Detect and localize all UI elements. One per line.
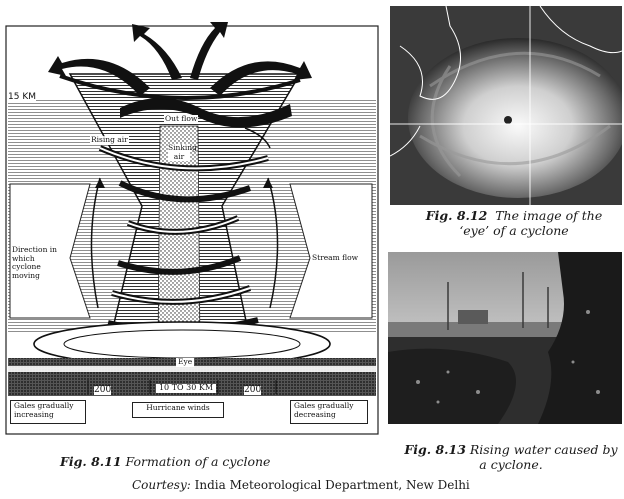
fig-8-13-caption: [398, 442, 624, 472]
gales-increasing-box: Gales gradually increasing: [10, 400, 86, 424]
sinking-air-label: Sinking air: [168, 143, 197, 161]
cyclone-diagram: [0, 18, 383, 436]
fig-8-12-line1: The image of the: [495, 208, 603, 223]
fig-8-11-text: Formation of a cyclone: [125, 454, 271, 469]
fig-8-12-line2: ‘eye’ of a cyclone: [459, 223, 569, 238]
satellite-eye-image: [390, 6, 622, 205]
fig-8-13-line2: a cyclone.: [479, 457, 543, 472]
stream-flow-label: Stream flow: [312, 253, 359, 262]
direction-label: Direction in which cyclone moving: [12, 245, 58, 280]
scale-right: 200: [244, 385, 262, 395]
fig-8-11-caption: [60, 454, 320, 469]
courtesy-label: Courtesy:: [132, 478, 191, 492]
gales-decreasing-box: Gales gradually decreasing: [290, 400, 368, 424]
scale-left: 200: [94, 385, 112, 395]
fig-8-13-line1: Rising water caused by: [469, 442, 618, 457]
fig-8-13-number: Fig. 8.13: [404, 442, 466, 457]
scale-mid: 10 TO 30 KM: [156, 384, 216, 393]
hurricane-winds-box: Hurricane winds: [132, 402, 224, 418]
courtesy-line: [132, 478, 470, 493]
height-label: 15 KM: [8, 92, 36, 102]
fig-8-11-number: Fig. 8.11: [60, 454, 122, 469]
rising-air-label: Rising air: [91, 135, 128, 144]
fig-8-12-caption: [404, 208, 624, 238]
eye-label: Eye: [178, 357, 193, 366]
outflow-label: Out flow: [165, 114, 198, 123]
rising-water-photo: [388, 252, 622, 424]
fig-8-12-number: Fig. 8.12: [425, 208, 488, 223]
courtesy-text: India Meteorological Department, New Delhi: [194, 478, 470, 492]
